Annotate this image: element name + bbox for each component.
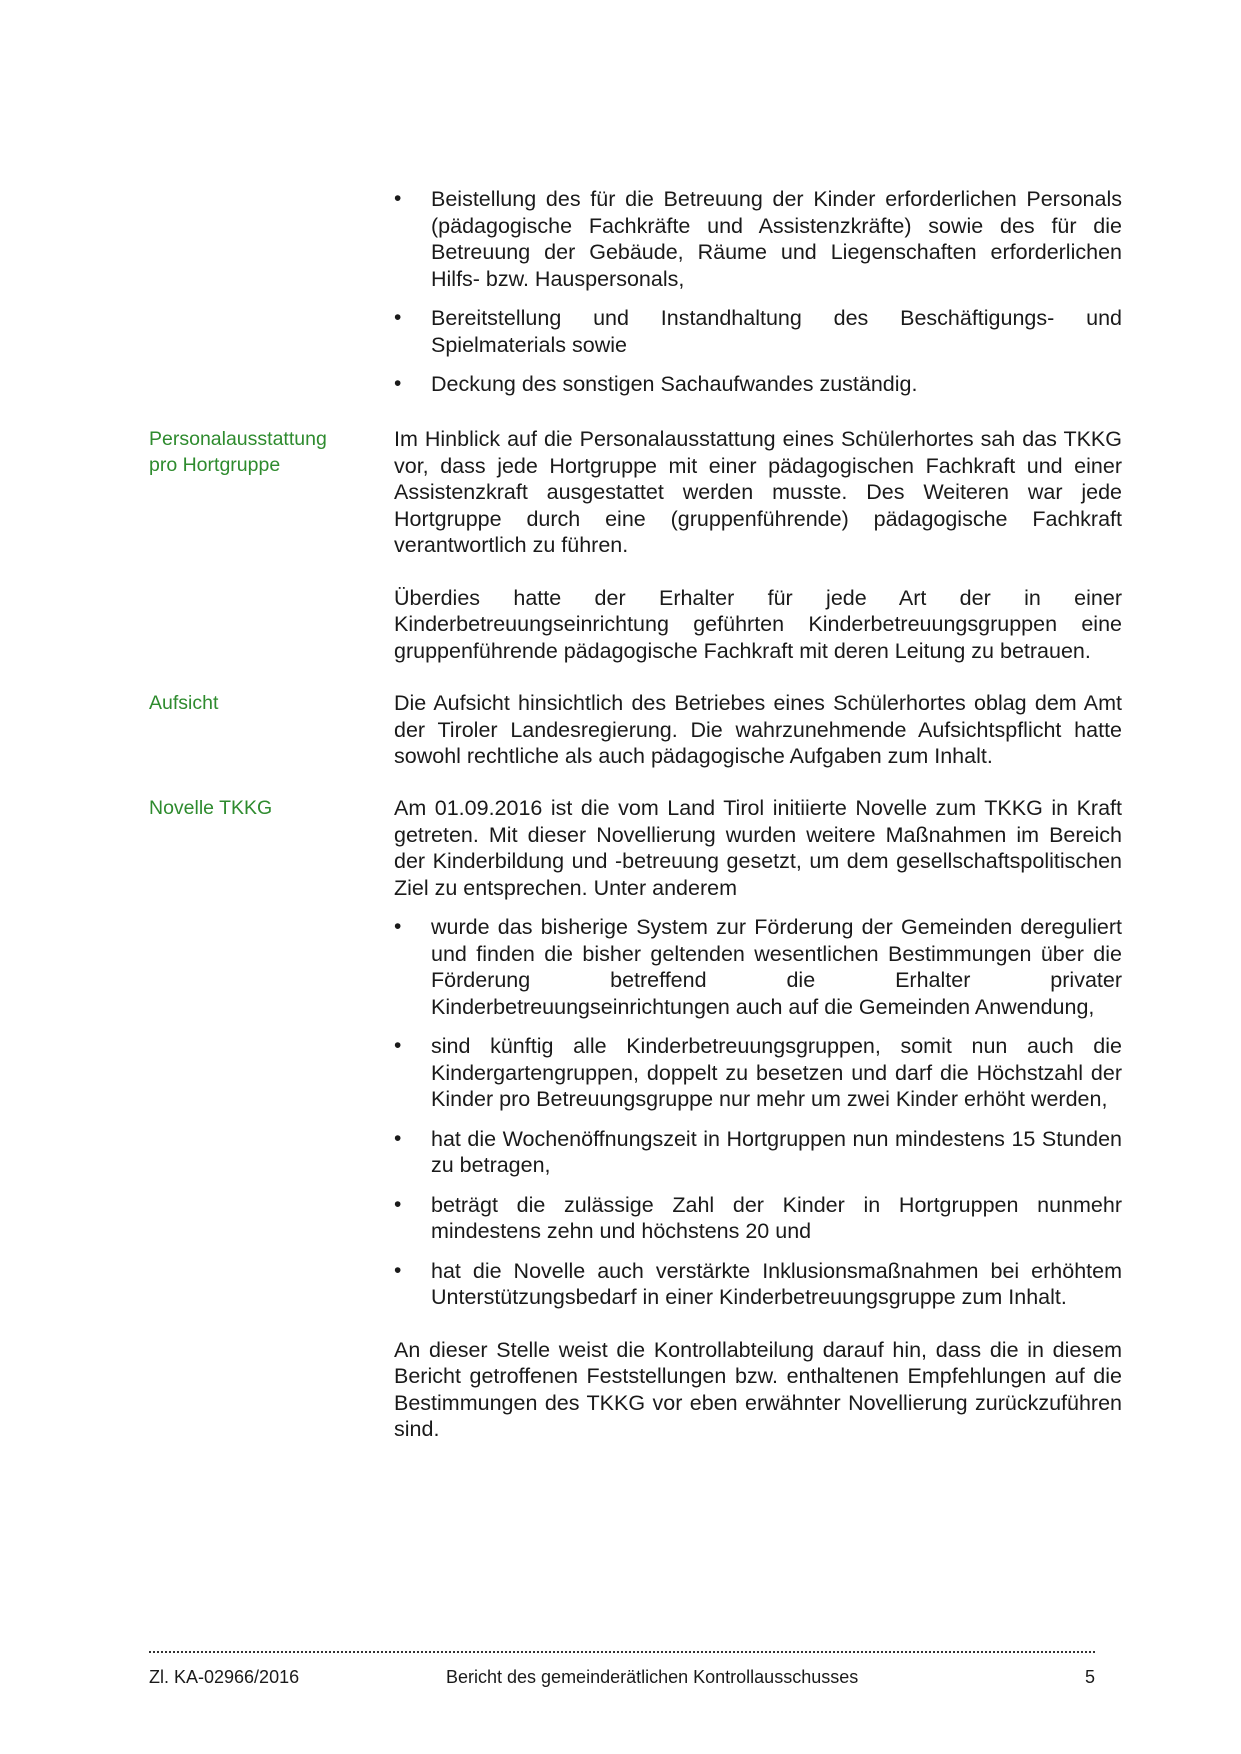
margin-note-personal	[149, 426, 379, 478]
novelle-bullet-list	[394, 914, 1122, 1311]
margin-note-line: pro Hortgruppe	[149, 454, 281, 476]
list-item: • beträgt die zulässige Zahl der Kinder in Hortgruppen nunmehr mindestens zehn und höchstens 20 und	[394, 1192, 1122, 1243]
top-bullet-list	[394, 186, 1122, 398]
paragraph: Im Hinblick auf die Personalausstattung eines Schülerhortes sah das TKKG vor, dass jede Hortgruppe mit einer pädagogischen Fachkraft und einer Assistenzkraft ausgestattet werden musste. Des Weiteren war jede Hortgruppe durch eine (gruppenführende) pädagogische Fachkraft verantwortlich zu führen.	[394, 427, 1122, 557]
section-personal-body	[394, 426, 1122, 664]
margin-note-line: Personalausstattung	[149, 428, 327, 450]
list-item: • wurde das bisherige System zur Förderung der Gemeinden dereguliert und finden die bisher geltenden wesentlichen Bestimmungen über die Förderung betreffend die Erhalter privater Kinderbetreuungseinrichtungen auch auf die Gemeinden Anwendung,	[394, 915, 1122, 1019]
bullet-icon: •	[394, 306, 402, 329]
bullet-icon: •	[394, 915, 402, 938]
bullet-icon: •	[394, 372, 402, 395]
section-aufsicht-body	[394, 690, 1122, 770]
footer-title: Bericht des gemeinderätlichen Kontrollausschusses	[446, 1667, 859, 1687]
page-number: 5	[1084, 1667, 1095, 1687]
bullet-icon: •	[394, 1126, 402, 1150]
list-item: • sind künftig alle Kinderbetreuungsgruppen, somit nun auch die Kindergartengruppen, doppelt zu besetzen und darf die Höchstzahl der Kinder pro Betreuungsgruppe nur mehr um zwei Kinder erhöht werden,	[394, 1034, 1122, 1111]
list-item: • hat die Novelle auch verstärkte Inklusionsmaßnahmen bei erhöhtem Unterstützungsbedarf in einer Kinderbetreuungsgruppe zum Inhalt.	[394, 1258, 1122, 1309]
margin-note-novelle: Novelle TKKG	[149, 797, 273, 819]
section-novelle-body	[394, 795, 1122, 1443]
list-item: • Bereitstellung und Instandhaltung des Beschäftigungs- und Spielmaterials sowie	[394, 306, 1122, 357]
list-item: • Deckung des sonstigen Sachaufwandes zuständig.	[394, 372, 918, 396]
bullet-icon: •	[394, 1192, 402, 1216]
bullet-icon: •	[394, 1034, 402, 1057]
list-item: • hat die Wochenöffnungszeit in Hortgruppen nun mindestens 15 Stunden zu betragen,	[394, 1126, 1122, 1177]
paragraph: Die Aufsicht hinsichtlich des Betriebes eines Schülerhortes oblag dem Amt der Tiroler Landesregierung. Die wahrzunehmende Aufsichtspflicht hatte sowohl rechtliche als auch pädagogische Aufgaben zum Inhalt.	[394, 691, 1122, 768]
top-bullet-block	[394, 186, 1122, 411]
paragraph: Überdies hatte der Erhalter für jede Art der in einer Kinderbetreuungseinrichtung geführten Kinderbetreuungsgruppen eine gruppenführende pädagogische Fachkraft mit deren Leitung zu betrauen.	[394, 585, 1122, 663]
bullet-icon: •	[394, 187, 402, 210]
footer-divider	[149, 1651, 1095, 1653]
paragraph: An dieser Stelle weist die Kontrollabteilung darauf hin, dass die in diesem Bericht getroffenen Feststellungen bzw. enthaltenen Empfehlungen auf die Bestimmungen des TKKG vor eben erwähnter Novellierung zurückzuführen sind.	[394, 1337, 1122, 1441]
footer-reference: Zl. KA-02966/2016	[149, 1667, 300, 1687]
list-item: • Beistellung des für die Betreuung der Kinder erforderlichen Personals (pädagogische Fachkräfte und Assistenzkräfte) sowie des für die Betreuung der Gebäude, Räume und Liegenschaften erforderlichen Hilfs- bzw. Hauspersonals,	[394, 187, 1122, 291]
margin-note-aufsicht: Aufsicht	[149, 692, 219, 714]
bullet-icon: •	[394, 1258, 402, 1282]
paragraph: Am 01.09.2016 ist die vom Land Tirol initiierte Novelle zum TKKG in Kraft getreten. Mit dieser Novellierung wurden weitere Maßnahmen im Bereich der Kinderbildung und -betreuung gesetzt, um dem gesellschaftspolitischen Ziel zu entsprechen. Unter anderem	[394, 796, 1122, 900]
